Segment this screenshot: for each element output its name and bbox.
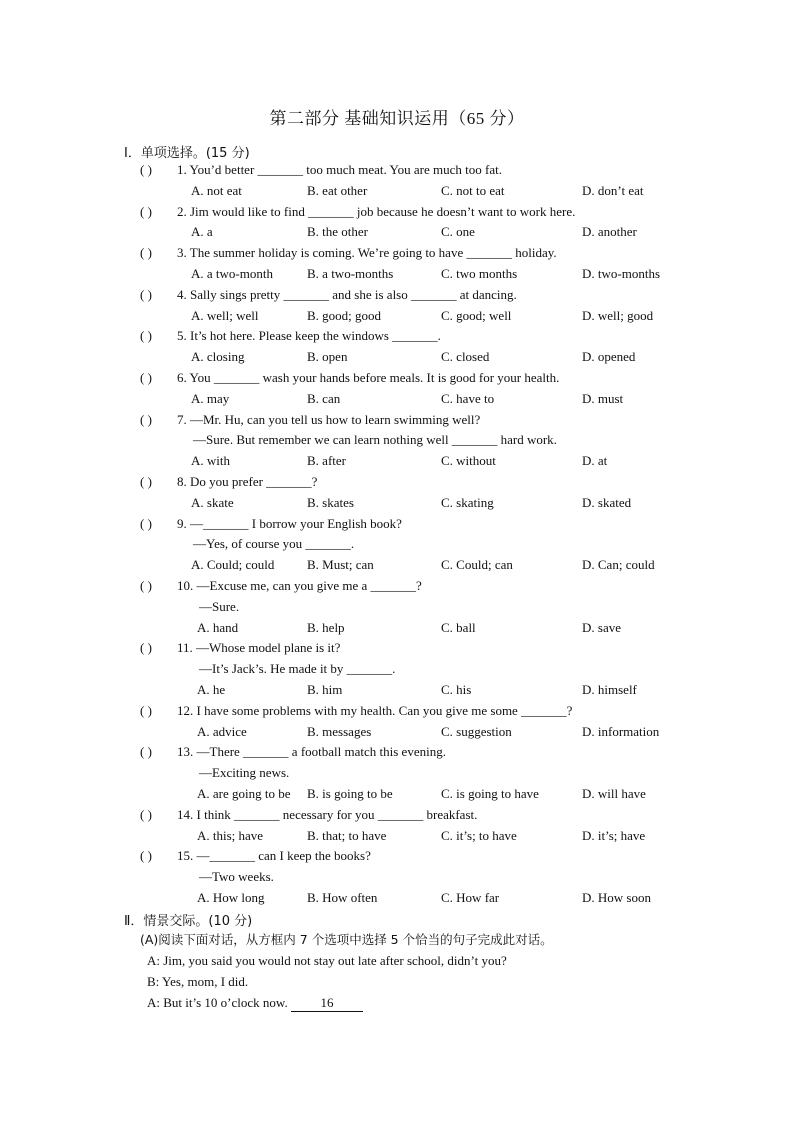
- question-stem: 2. Jim would like to find _______ job because he doesn’t want to work here.: [177, 203, 576, 219]
- question-response-line: —Yes, of course you _______.: [193, 536, 355, 552]
- option-b[interactable]: B. good; good: [307, 307, 382, 323]
- dialogue-line-2: B: Yes, mom, I did.: [147, 974, 249, 989]
- answer-paren[interactable]: ( ): [140, 702, 152, 718]
- option-a[interactable]: A. well; well: [191, 307, 259, 323]
- question-response-line: —Sure.: [199, 598, 240, 614]
- option-c[interactable]: C. one: [441, 224, 475, 240]
- option-d[interactable]: D. must: [582, 390, 624, 406]
- option-b[interactable]: B. is going to be: [307, 786, 393, 801]
- question-stem: 11. —Whose model plane is it?: [177, 640, 341, 656]
- option-c[interactable]: C. have to: [441, 390, 495, 406]
- option-c[interactable]: C. his: [441, 682, 472, 697]
- option-a[interactable]: A. Could; could: [191, 557, 275, 573]
- answer-paren[interactable]: ( ): [140, 578, 152, 593]
- option-a[interactable]: A. advice: [197, 723, 247, 739]
- option-b[interactable]: B. the other: [307, 224, 369, 240]
- question-stem: 6. You _______ wash your hands before meals. It is good for your health.: [177, 370, 560, 385]
- answer-paren[interactable]: ( ): [140, 286, 152, 302]
- answer-paren[interactable]: ( ): [140, 848, 152, 864]
- option-c[interactable]: C. two months: [441, 266, 518, 281]
- question-response-line: —Sure. But remember we can learn nothing well _______ hard work.: [193, 432, 557, 448]
- answer-paren[interactable]: ( ): [140, 474, 152, 489]
- option-c[interactable]: C. Could; can: [441, 557, 513, 573]
- option-a[interactable]: A. not eat: [191, 182, 242, 198]
- question-stem: 15. —_______ can I keep the books?: [177, 848, 371, 864]
- answer-paren[interactable]: ( ): [140, 245, 152, 261]
- option-b[interactable]: B. open: [307, 349, 348, 365]
- question-response-line: —Two weeks.: [199, 869, 274, 885]
- option-c[interactable]: C. skating: [441, 494, 494, 510]
- answer-paren[interactable]: ( ): [140, 370, 152, 385]
- option-c[interactable]: C. good; well: [441, 307, 512, 323]
- option-c[interactable]: C. is going to have: [441, 786, 539, 801]
- option-b[interactable]: B. a two-months: [307, 266, 394, 281]
- option-a[interactable]: A. he: [197, 682, 226, 697]
- question-stem: 5. It’s hot here. Please keep the windows _______.: [177, 328, 441, 344]
- option-b[interactable]: B. How often: [307, 890, 378, 905]
- option-a[interactable]: A. closing: [191, 349, 245, 365]
- option-c[interactable]: C. ball: [441, 619, 476, 635]
- option-a[interactable]: A. with: [191, 453, 230, 469]
- dialogue-line-3: [147, 995, 363, 1012]
- answer-paren[interactable]: ( ): [140, 411, 152, 427]
- question-stem: 3. The summer holiday is coming. We’re going to have _______ holiday.: [177, 245, 557, 261]
- option-b[interactable]: B. messages: [307, 723, 372, 739]
- option-b[interactable]: B. Must; can: [307, 557, 374, 573]
- option-c[interactable]: C. How far: [441, 890, 500, 905]
- option-c[interactable]: C. suggestion: [441, 723, 512, 739]
- question-stem: 9. —_______ I borrow your English book?: [177, 515, 402, 531]
- question-stem: 1. You’d better _______ too much meat. You are much too fat.: [177, 162, 502, 177]
- question-response-line: —Exciting news.: [199, 765, 290, 781]
- question-response-line: —It’s Jack’s. He made it by _______.: [199, 661, 396, 677]
- answer-paren[interactable]: ( ): [140, 515, 152, 531]
- option-d[interactable]: D. himself: [582, 682, 637, 697]
- option-d[interactable]: D. information: [582, 723, 660, 739]
- option-b[interactable]: B. skates: [307, 494, 354, 510]
- option-a[interactable]: A. a two-month: [191, 266, 273, 281]
- option-a[interactable]: A. How long: [197, 890, 265, 905]
- question-stem: 8. Do you prefer _______?: [177, 474, 318, 489]
- question-stem: 12. I have some problems with my health. Can you give me some _______?: [177, 702, 573, 718]
- option-a[interactable]: A. hand: [197, 619, 239, 635]
- option-d[interactable]: D. it’s; have: [582, 827, 646, 843]
- option-d[interactable]: D. another: [582, 224, 637, 240]
- option-a[interactable]: A. this; have: [197, 827, 264, 843]
- option-b[interactable]: B. that; to have: [307, 827, 387, 843]
- option-b[interactable]: B. help: [307, 619, 345, 635]
- option-d[interactable]: D. at: [582, 453, 608, 469]
- option-b[interactable]: B. him: [307, 682, 343, 697]
- answer-paren[interactable]: ( ): [140, 203, 152, 219]
- answer-blank-16[interactable]: 16: [291, 995, 363, 1012]
- question-stem: 4. Sally sings pretty _______ and she is also _______ at dancing.: [177, 286, 517, 302]
- question-stem: 13. —There _______ a football match this evening.: [177, 744, 446, 760]
- option-c[interactable]: C. without: [441, 453, 496, 469]
- option-d[interactable]: D. will have: [582, 786, 646, 801]
- option-a[interactable]: A. may: [191, 390, 230, 406]
- answer-paren[interactable]: ( ): [140, 806, 152, 822]
- option-d[interactable]: D. save: [582, 619, 621, 635]
- option-d[interactable]: D. How soon: [582, 890, 651, 905]
- option-b[interactable]: B. eat other: [307, 182, 368, 198]
- option-d[interactable]: D. well; good: [582, 307, 654, 323]
- section-heading-dialogue: Ⅱ．情景交际。(10 分): [124, 914, 253, 929]
- option-a[interactable]: A. skate: [191, 494, 234, 510]
- question-stem: 10. —Excuse me, can you give me a _______?: [177, 578, 422, 593]
- option-d[interactable]: D. don’t eat: [582, 182, 644, 198]
- option-a[interactable]: A. a: [191, 224, 213, 240]
- option-d[interactable]: D. two-months: [582, 266, 660, 281]
- question-stem: 7. —Mr. Hu, can you tell us how to learn swimming well?: [177, 411, 481, 427]
- page-title: 第二部分 基础知识运用（65 分）: [269, 109, 525, 128]
- answer-paren[interactable]: ( ): [140, 640, 152, 656]
- dialogue-line-3-text: A: But it’s 10 o’clock now.: [147, 995, 291, 1010]
- option-c[interactable]: C. not to eat: [441, 182, 505, 198]
- option-b[interactable]: B. can: [307, 390, 341, 406]
- option-d[interactable]: D. opened: [582, 349, 636, 365]
- option-b[interactable]: B. after: [307, 453, 346, 469]
- option-d[interactable]: D. Can; could: [582, 557, 655, 573]
- option-d[interactable]: D. skated: [582, 494, 632, 510]
- question-stem: 14. I think _______ necessary for you _______ breakfast.: [177, 806, 478, 822]
- option-c[interactable]: C. closed: [441, 349, 490, 365]
- answer-paren[interactable]: ( ): [140, 328, 152, 344]
- answer-paren[interactable]: ( ): [140, 744, 152, 760]
- dialogue-instruction: (A)阅读下面对话，从方框内 7 个选项中选择 5 个恰当的句子完成此对话。: [140, 932, 553, 947]
- answer-paren[interactable]: ( ): [140, 162, 152, 177]
- option-c[interactable]: C. it’s; to have: [441, 827, 517, 843]
- option-a[interactable]: A. are going to be: [197, 786, 291, 801]
- dialogue-line-1: A: Jim, you said you would not stay out late after school, didn’t you?: [147, 953, 507, 968]
- section-heading-multiple-choice: Ⅰ．单项选择。(15 分): [124, 146, 250, 161]
